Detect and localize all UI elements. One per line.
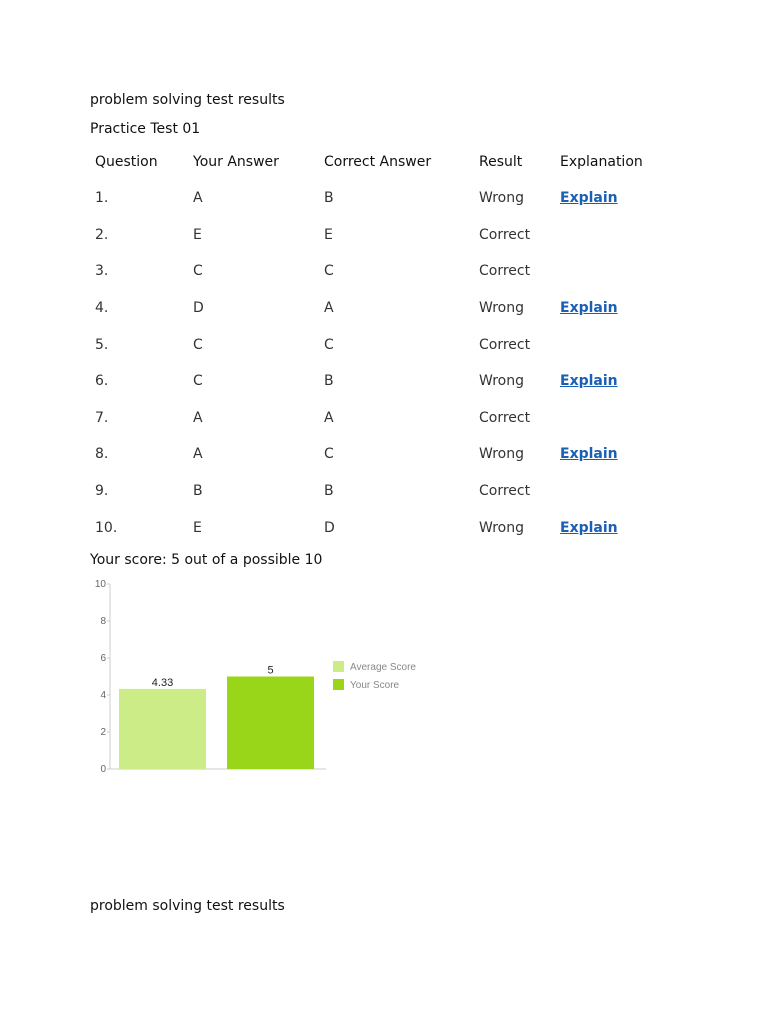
cell-explanation: [552, 290, 670, 327]
cell-question: 7.: [95, 409, 109, 426]
cell-correct-answer: B: [324, 190, 334, 207]
explain-link[interactable]: Explain: [560, 373, 618, 390]
cell-correct-answer: A: [324, 409, 334, 426]
cell-explanation: [552, 217, 670, 254]
table-row: [87, 326, 670, 363]
cell-correct-answer: C: [324, 446, 334, 463]
header-correct-answer: Correct Answer: [324, 154, 432, 170]
bar-value-label: 4.33: [151, 676, 174, 689]
cell-your-answer: E: [193, 519, 202, 536]
y-tick-label: 10: [94, 579, 106, 590]
table-row: [87, 400, 670, 437]
score-summary: Your score: 5 out of a possible 10: [90, 552, 323, 568]
cell-question: 3.: [95, 263, 109, 280]
cell-question: 1.: [95, 190, 109, 207]
score-bar-chart: [80, 572, 440, 777]
cell-explanation: [552, 436, 670, 473]
cell-your-answer: C: [193, 336, 203, 353]
cell-correct-answer: C: [324, 263, 334, 280]
page-title: problem solving test results: [90, 92, 285, 108]
cell-explanation: [552, 509, 670, 546]
legend-label: Your Score: [350, 680, 400, 691]
cell-correct-answer: B: [324, 483, 334, 500]
cell-result: Wrong: [479, 190, 524, 207]
cell-explanation: [552, 363, 670, 400]
cell-correct-answer: A: [324, 300, 334, 317]
cell-result: Correct: [479, 409, 531, 426]
y-tick-label: 0: [100, 764, 106, 775]
results-table: [87, 144, 670, 546]
cell-question: 8.: [95, 446, 109, 463]
cell-explanation: [552, 400, 670, 437]
bar-value-label: 5: [267, 664, 274, 677]
cell-explanation: [552, 473, 670, 510]
cell-explanation: [552, 253, 670, 290]
cell-explanation: [552, 326, 670, 363]
cell-question: 10.: [95, 519, 118, 536]
page-title-repeat: problem solving test results: [90, 898, 285, 914]
table-row: [87, 180, 670, 217]
cell-your-answer: A: [193, 409, 203, 426]
bar-average-score: [119, 689, 206, 769]
cell-your-answer: B: [193, 483, 203, 500]
cell-your-answer: C: [193, 373, 203, 390]
cell-question: 9.: [95, 483, 109, 500]
y-tick-label: 8: [100, 616, 106, 627]
header-question: Question: [95, 154, 158, 170]
table-header-row: [87, 144, 670, 180]
explain-link[interactable]: Explain: [560, 446, 618, 463]
cell-question: 5.: [95, 336, 109, 353]
test-name: Practice Test 01: [90, 121, 201, 137]
cell-result: Correct: [479, 226, 531, 243]
cell-result: Correct: [479, 483, 531, 500]
cell-result: Wrong: [479, 373, 524, 390]
bar-your-score: [227, 677, 314, 770]
cell-correct-answer: E: [324, 226, 333, 243]
cell-your-answer: C: [193, 263, 203, 280]
y-tick-label: 2: [100, 727, 106, 738]
cell-result: Correct: [479, 336, 531, 353]
cell-your-answer: D: [193, 300, 204, 317]
cell-question: 6.: [95, 373, 109, 390]
cell-result: Wrong: [479, 300, 524, 317]
cell-question: 2.: [95, 226, 109, 243]
cell-your-answer: E: [193, 226, 202, 243]
explain-link[interactable]: Explain: [560, 190, 618, 207]
table-row: [87, 217, 670, 254]
table-row: [87, 473, 670, 510]
cell-result: Correct: [479, 263, 531, 280]
table-row: [87, 436, 670, 473]
explain-link[interactable]: Explain: [560, 519, 618, 536]
cell-result: Wrong: [479, 519, 524, 536]
y-tick-label: 4: [100, 690, 106, 701]
explain-link[interactable]: Explain: [560, 300, 618, 317]
table-row: [87, 509, 670, 546]
y-tick-label: 6: [100, 653, 106, 664]
table-row: [87, 363, 670, 400]
results-body: [87, 180, 670, 546]
cell-correct-answer: B: [324, 373, 334, 390]
cell-your-answer: A: [193, 190, 203, 207]
table-row: [87, 290, 670, 327]
cell-question: 4.: [95, 300, 109, 317]
cell-explanation: [552, 180, 670, 217]
cell-result: Wrong: [479, 446, 524, 463]
legend-swatch: [333, 661, 344, 672]
cell-correct-answer: C: [324, 336, 334, 353]
cell-your-answer: A: [193, 446, 203, 463]
table-row: [87, 253, 670, 290]
cell-correct-answer: D: [324, 519, 335, 536]
header-your-answer: Your Answer: [193, 154, 279, 170]
header-explanation: Explanation: [560, 154, 643, 170]
legend-label: Average Score: [350, 662, 416, 673]
legend-swatch: [333, 679, 344, 690]
header-result: Result: [479, 154, 523, 170]
